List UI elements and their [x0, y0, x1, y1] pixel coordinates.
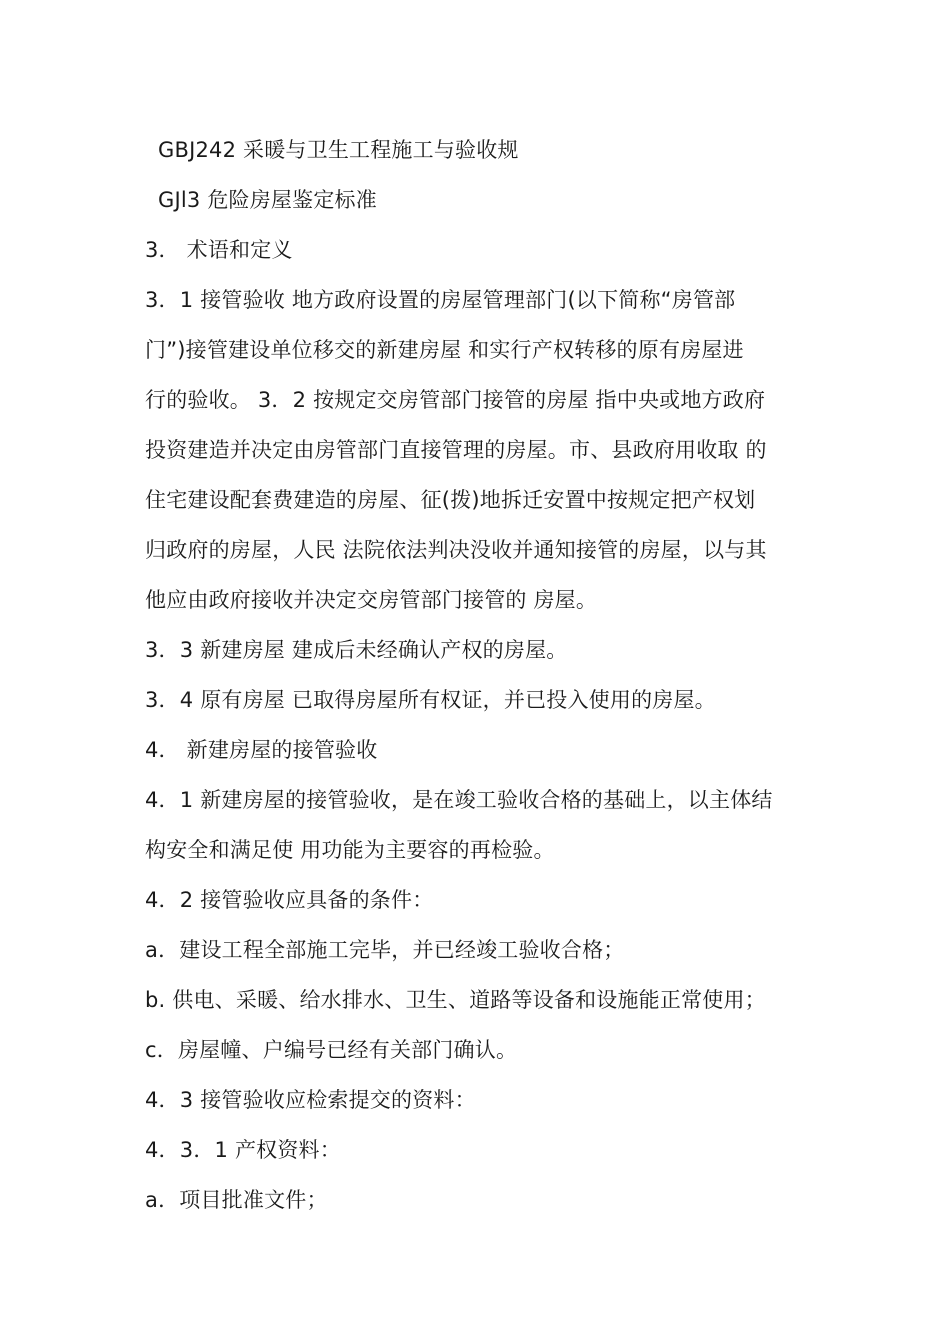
section-heading: 3． 术语和定义	[145, 238, 293, 262]
list-item: c．房屋幢、户编号已经有关部门确认。	[145, 1038, 518, 1062]
text-line: 4．2 接管验收应具备的条件：	[145, 888, 434, 912]
text-line: GJl3 危险房屋鉴定标准	[158, 188, 377, 212]
text-line: 门”)接管建设单位移交的新建房屋 和实行产权转移的原有房屋进	[145, 338, 744, 362]
list-item: a．建设工程全部施工完毕，并已经竣工验收合格；	[145, 938, 625, 962]
text-line: 4．3．1 产权资料：	[145, 1138, 341, 1162]
text-line: 行的验收。 3．2 按规定交房管部门接管的房屋 指中央或地方政府	[145, 388, 766, 412]
document-body	[145, 125, 815, 1225]
list-item: a．项目批准文件；	[145, 1188, 328, 1212]
text-line: 4．3 接管验收应检索提交的资料：	[145, 1088, 476, 1112]
text-line: 他应由政府接收并决定交房管部门接管的 房屋。	[145, 588, 598, 612]
text-line: 3．3 新建房屋 建成后未经确认产权的房屋。	[145, 638, 568, 662]
list-item: b. 供电、采暖、给水排水、卫生、道路等设备和设施能正常使用；	[145, 988, 766, 1012]
section-heading: 4． 新建房屋的接管验收	[145, 738, 378, 762]
text-line: 归政府的房屋，人民 法院依法判决没收并通知接管的房屋，以与其	[145, 538, 767, 562]
text-line: GBJ242 采暖与卫生工程施工与验收规	[158, 138, 519, 162]
text-line: 构安全和满足使 用功能为主要容的再检验。	[145, 838, 555, 862]
text-line: 3．1 接管验收 地方政府设置的房屋管理部门(以下简称“房管部	[145, 288, 736, 312]
text-line: 住宅建设配套费建造的房屋、征(拨)地拆迁安置中按规定把产权划	[145, 488, 756, 512]
text-line: 投资建造并决定由房管部门直接管理的房屋。市、县政府用收取 的	[145, 438, 767, 462]
text-line: 4．1 新建房屋的接管验收，是在竣工验收合格的基础上，以主体结	[145, 788, 773, 812]
text-line: 3．4 原有房屋 已取得房屋所有权证，并已投入使用的房屋。	[145, 688, 716, 712]
